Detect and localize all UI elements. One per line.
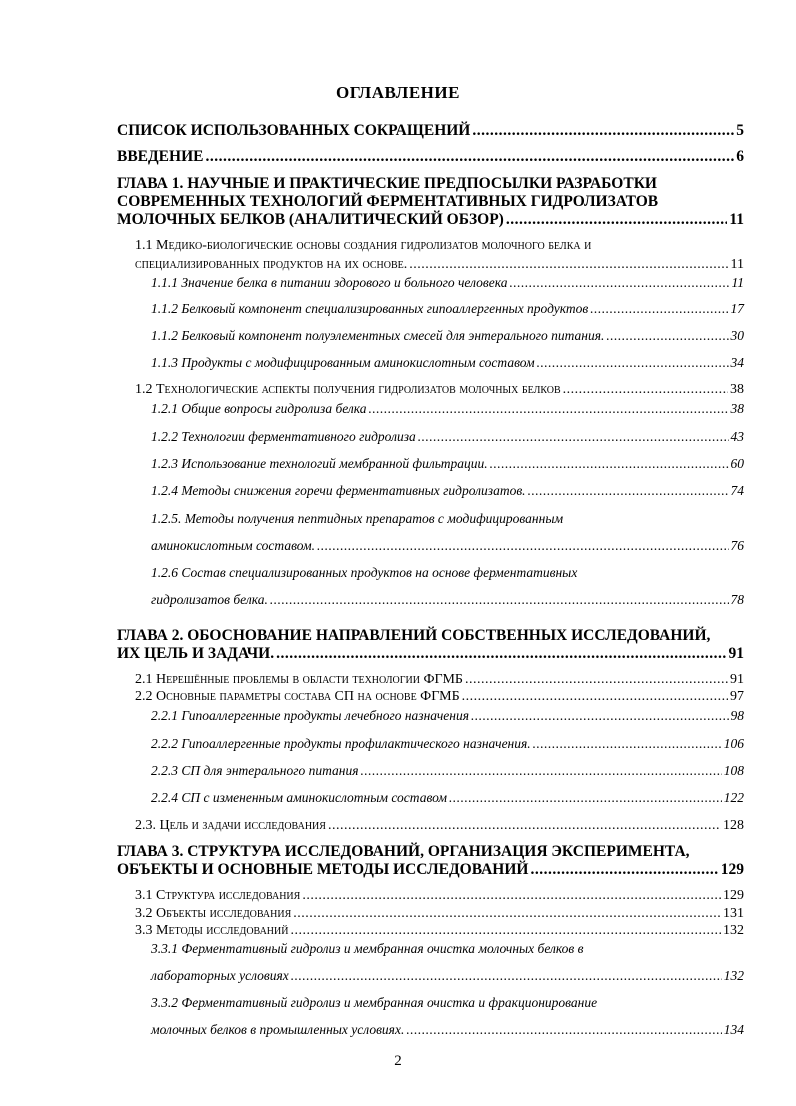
toc-subsection-2-2-4	[151, 790, 744, 806]
toc-entry-title: ВВЕДЕНИЕ	[117, 148, 204, 165]
toc-subsection-3-3-1	[151, 968, 744, 984]
toc-entry-title: 1.1.2 Белковый компонент полуэлементных смесей для энтерального питания.	[151, 328, 605, 343]
toc-entry-page: 38	[730, 401, 744, 416]
toc-entry-title: 3.1 Структура исследования	[135, 888, 301, 903]
toc-entry-page: 129	[720, 861, 744, 878]
toc-subsection-1-2-5	[151, 538, 744, 554]
toc-section-2-2	[135, 689, 744, 705]
toc-subsection-1-2-6	[151, 592, 744, 608]
page-number: 2	[394, 1053, 402, 1069]
toc-entry-title: гидролизатов белка.	[151, 592, 268, 607]
toc-subsection-1-2-2	[151, 429, 744, 445]
toc-section-1-1	[135, 257, 744, 273]
toc-entry-page: 122	[723, 790, 744, 805]
toc-chapter-3-line: ГЛАВА 3. СТРУКТУРА ИССЛЕДОВАНИЙ, ОРГАНИЗАЦИЯ ЭКСПЕРИМЕНТА,	[117, 843, 690, 860]
toc-entry-page: 128	[723, 818, 744, 833]
toc-entry-page: 6	[736, 148, 744, 165]
toc-chapter-1-line: СОВРЕМЕННЫХ ТЕХНОЛОГИЙ ФЕРМЕНТАТИВНЫХ ГИДРОЛИЗАТОВ	[117, 193, 659, 210]
toc-chapter-1-line: ГЛАВА 1. НАУЧНЫЕ И ПРАКТИЧЕСКИЕ ПРЕДПОСЫЛКИ РАЗРАБОТКИ	[117, 175, 657, 192]
toc-entry-page: 97	[730, 689, 744, 704]
toc-entry-title: 1.1.1 Значение белка в питании здорового и больного человека	[151, 275, 508, 290]
toc-entry-title: 1.2.4 Методы снижения горечи ферментативных гидролизатов.	[151, 483, 526, 498]
toc-entry-title: 1.2.1 Общие вопросы гидролиза белка	[151, 401, 367, 416]
toc-section-3-3	[135, 923, 744, 939]
toc-entry-title: 2.2 Основные параметры состава СП на основе ФГМБ	[135, 689, 460, 704]
toc-entry-page: 38	[730, 382, 744, 397]
toc-subsection-1-1-2b	[151, 328, 744, 344]
toc-section-1-2	[135, 382, 744, 398]
toc-entry-title: 1.2.3 Использование технологий мембранной фильтрации.	[151, 456, 488, 471]
toc-entry-title: 1.1.3 Продукты с модифицированным аминокислотным составом	[151, 355, 535, 370]
toc-subsection-3-3-2-line: 3.3.2 Ферментативный гидролиз и мембранная очистка и фракционирование	[151, 995, 598, 1010]
toc-entry-title: 2.2.4 СП с измененным аминокислотным составом	[151, 790, 447, 805]
toc-entry-page: 91	[730, 672, 744, 687]
toc-entry-title: 1.1.2 Белковый компонент специализированных гипоаллергенных продуктов	[151, 301, 589, 316]
toc-entry-page: 76	[730, 538, 744, 553]
toc-entry-abbreviations	[117, 122, 744, 140]
toc-subsection-1-2-5-line: 1.2.5. Методы получения пептидных препаратов с модифицированным	[151, 511, 564, 526]
toc-entry-page: 60	[730, 456, 744, 471]
toc-entry-title: ИХ ЦЕЛЬ И ЗАДАЧИ.	[117, 645, 275, 662]
toc-entry-title: аминокислотным составом.	[151, 538, 315, 553]
toc-entry-page: 11	[729, 211, 744, 228]
toc-entry-page: 98	[730, 708, 744, 723]
toc-chapter-1	[117, 211, 744, 229]
toc-entry-page: 108	[723, 763, 744, 778]
toc-chapter-2	[117, 645, 744, 663]
toc-entry-title: 1.2 Технологические аспекты получения гидролизатов молочных белков	[135, 382, 561, 397]
toc-entry-title: лабораторных условиях	[151, 968, 289, 983]
toc-entry-page: 5	[736, 122, 744, 139]
toc-entry-title: 3.2 Объекты исследования	[135, 906, 292, 921]
toc-section-3-1	[135, 888, 744, 904]
toc-entry-page: 43	[730, 429, 744, 444]
toc-entry-title: 2.2.3 СП для энтерального питания	[151, 763, 359, 778]
toc-chapter-2-line: ГЛАВА 2. ОБОСНОВАНИЕ НАПРАВЛЕНИЙ СОБСТВЕННЫХ ИССЛЕДОВАНИЙ,	[117, 627, 711, 644]
toc-entry-title: 2.3. Цель и задачи исследования	[135, 818, 326, 833]
toc-subsection-2-2-2	[151, 736, 744, 752]
toc-entry-page: 11	[731, 275, 744, 290]
toc-entry-title: СПИСОК ИСПОЛЬЗОВАННЫХ СОКРАЩЕНИЙ	[117, 122, 471, 139]
toc-subsection-1-2-3	[151, 456, 744, 472]
toc-entry-page: 134	[723, 1022, 744, 1037]
toc-entry-title: 3.3 Методы исследований	[135, 923, 289, 938]
toc-entry-page: 132	[723, 923, 744, 938]
toc-section-1-1-line: 1.1 Медико-биологические основы создания гидролизатов молочного белка и	[135, 238, 592, 253]
toc-heading: ОГЛАВЛЕНИЕ	[336, 83, 460, 102]
toc-entry-title: 2.1 Нерешённые проблемы в области технологии ФГМБ	[135, 672, 463, 687]
toc-entry-page: 132	[723, 968, 744, 983]
toc-entry-title: 1.2.2 Технологии ферментативного гидролиза	[151, 429, 416, 444]
toc-entry-page: 106	[723, 736, 744, 751]
toc-subsection-2-2-1	[151, 708, 744, 724]
toc-entry-title: молочных белков в промышленных условиях.	[151, 1022, 405, 1037]
toc-section-2-3	[135, 818, 744, 834]
toc-entry-title: специализированных продуктов на их основе.	[135, 257, 408, 272]
toc-subsection-1-2-1	[151, 401, 744, 417]
toc-entry-page: 34	[730, 355, 744, 370]
toc-entry-page: 30	[730, 328, 744, 343]
toc-section-2-1	[135, 672, 744, 688]
toc-subsection-1-1-3	[151, 355, 744, 371]
toc-entry-page: 91	[728, 645, 744, 662]
toc-section-3-2	[135, 906, 744, 922]
toc-entry-page: 17	[730, 301, 744, 316]
toc-subsection-1-1-2a	[151, 301, 744, 317]
toc-entry-title: ОБЪЕКТЫ И ОСНОВНЫЕ МЕТОДЫ ИССЛЕДОВАНИЙ	[117, 861, 529, 878]
toc-entry-page: 74	[730, 483, 744, 498]
toc-entry-page: 11	[730, 257, 744, 272]
toc-entry-title: 2.2.1 Гипоаллергенные продукты лечебного назначения	[151, 708, 469, 723]
toc-entry-page: 78	[730, 592, 744, 607]
toc-subsection-3-3-2	[151, 1022, 744, 1038]
toc-subsection-1-1-1	[151, 275, 744, 291]
toc-entry-title: 2.2.2 Гипоаллергенные продукты профилактического назначения.	[151, 736, 531, 751]
toc-entry-introduction	[117, 148, 744, 166]
toc-entry-title: МОЛОЧНЫХ БЕЛКОВ (АНАЛИТИЧЕСКИЙ ОБЗОР)	[117, 211, 504, 228]
toc-entry-page: 129	[723, 888, 744, 903]
toc-subsection-3-3-1-line: 3.3.1 Ферментативный гидролиз и мембранная очистка молочных белков в	[151, 941, 584, 956]
toc-entry-page: 131	[723, 906, 744, 921]
toc-subsection-1-2-4	[151, 483, 744, 499]
toc-subsection-1-2-6-line: 1.2.6 Состав специализированных продуктов на основе ферментативных	[151, 565, 578, 580]
toc-chapter-3	[117, 861, 744, 879]
toc-subsection-2-2-3	[151, 763, 744, 779]
